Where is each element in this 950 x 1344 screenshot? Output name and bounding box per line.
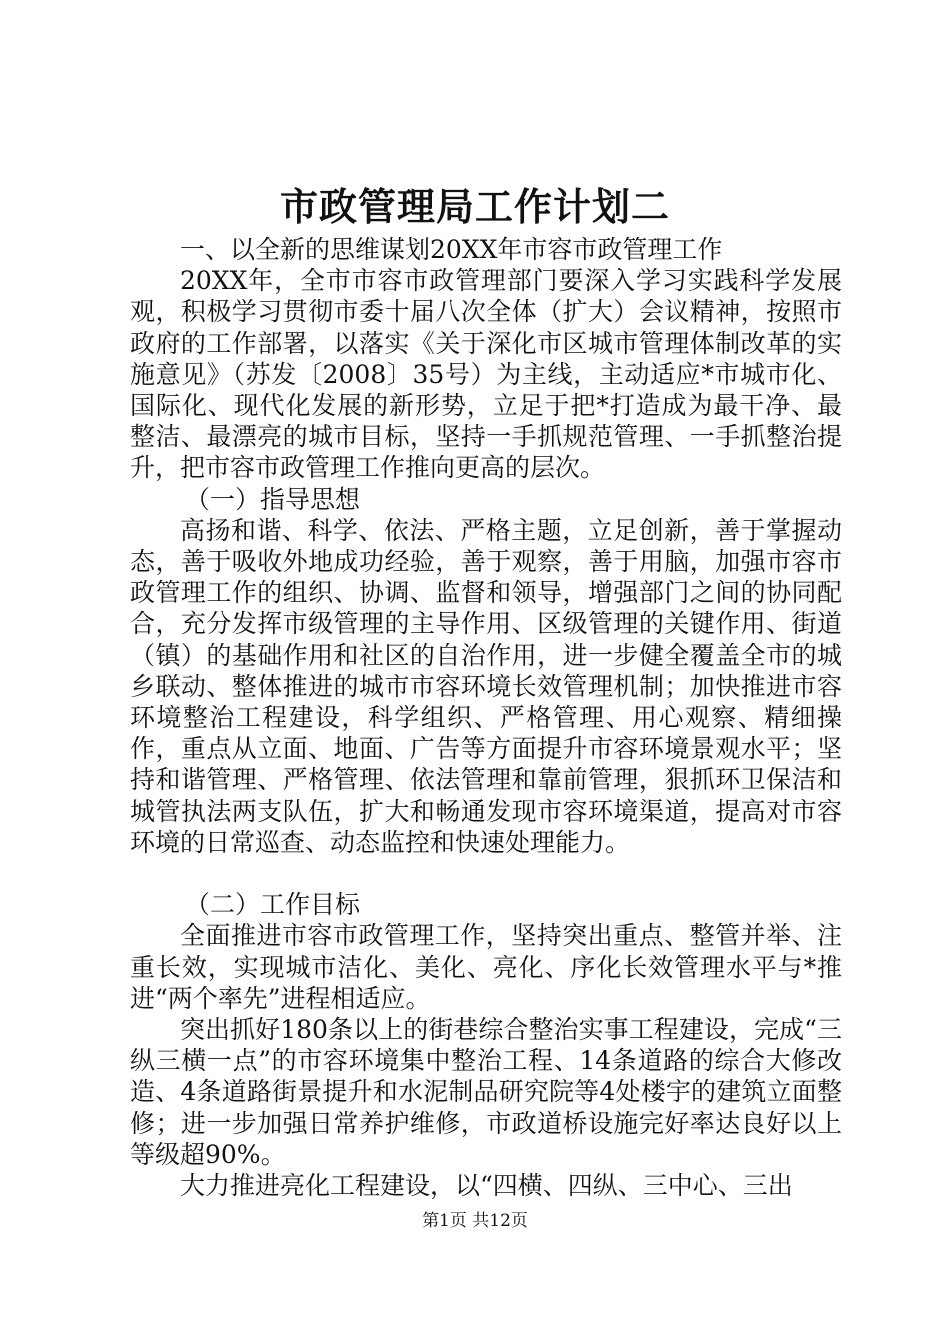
paragraph: 20XX年，全市市容市政管理部门要深入学习实践科学发展观，积极学习贯彻市委十届八次全体（扩大）会议精神，按照市政府的工作部署，以落实《关于深化市区城市管理体制改革的实施意见》（苏发〔2008〕35号）为主线，主动适应*市城市化、国际化、现代化发展的新形势，立足于把*打造成为最干净、最整洁、最漂亮的城市目标，坚持一手抓规范管理、一手抓整治提升，把市容市政管理工作推向更高的层次。 (130, 266, 842, 483)
page-footer: 第1页 共12页 (422, 1211, 528, 1231)
subsection-heading: （一）指导思想 (185, 484, 361, 514)
page-title: 市政管理局工作计划二 (279, 184, 670, 229)
subsection-heading: （二）工作目标 (185, 890, 361, 920)
paragraph: 全面推进市容市政管理工作，坚持突出重点、整管并举、注重长效，实现城市洁化、美化、亮化、序化长效管理水平与*推进“两个率先”进程相适应。 (130, 921, 842, 1013)
document-body (130, 234, 842, 1201)
paragraph: 突出抓好180条以上的街巷综合整治实事工程建设，完成“三纵三横一点”的市容环境集中整治工程、14条道路的综合大修改造、4条道路街景提升和水泥制品研究院等4处楼宇的建筑立面整修；进一步加强日常养护维修，市政道桥设施完好率达良好以上等级超90%。 (130, 1015, 842, 1169)
paragraph: 大力推进亮化工程建设，以“四横、四纵、三中心、三出 (180, 1171, 793, 1201)
paragraph: 高扬和谐、科学、依法、严格主题，立足创新，善于掌握动态，善于吸收外地成功经验，善于观察，善于用脑，加强市容市政管理工作的组织、协调、监督和领导，增强部门之间的协同配合，充分发挥市级管理的主导作用、区级管理的关键作用、街道（镇）的基础作用和社区的自治作用，进一步健全覆盖全市的城乡联动、整体推进的城市市容环境长效管理机制；加快推进市容环境整治工程建设，科学组织、严格管理、用心观察、精细操作，重点从立面、地面、广告等方面提升市容环境景观水平；坚持和谐管理、严格管理、依法管理和靠前管理，狠抓环卫保洁和城管执法两支队伍，扩大和畅通发现市容环境渠道，提高对市容环境的日常巡查、动态监控和快速处理能力。 (130, 515, 842, 857)
blank-line (130, 858, 842, 889)
section-heading: 一、以全新的思维谋划20XX年市容市政管理工作 (180, 235, 723, 264)
